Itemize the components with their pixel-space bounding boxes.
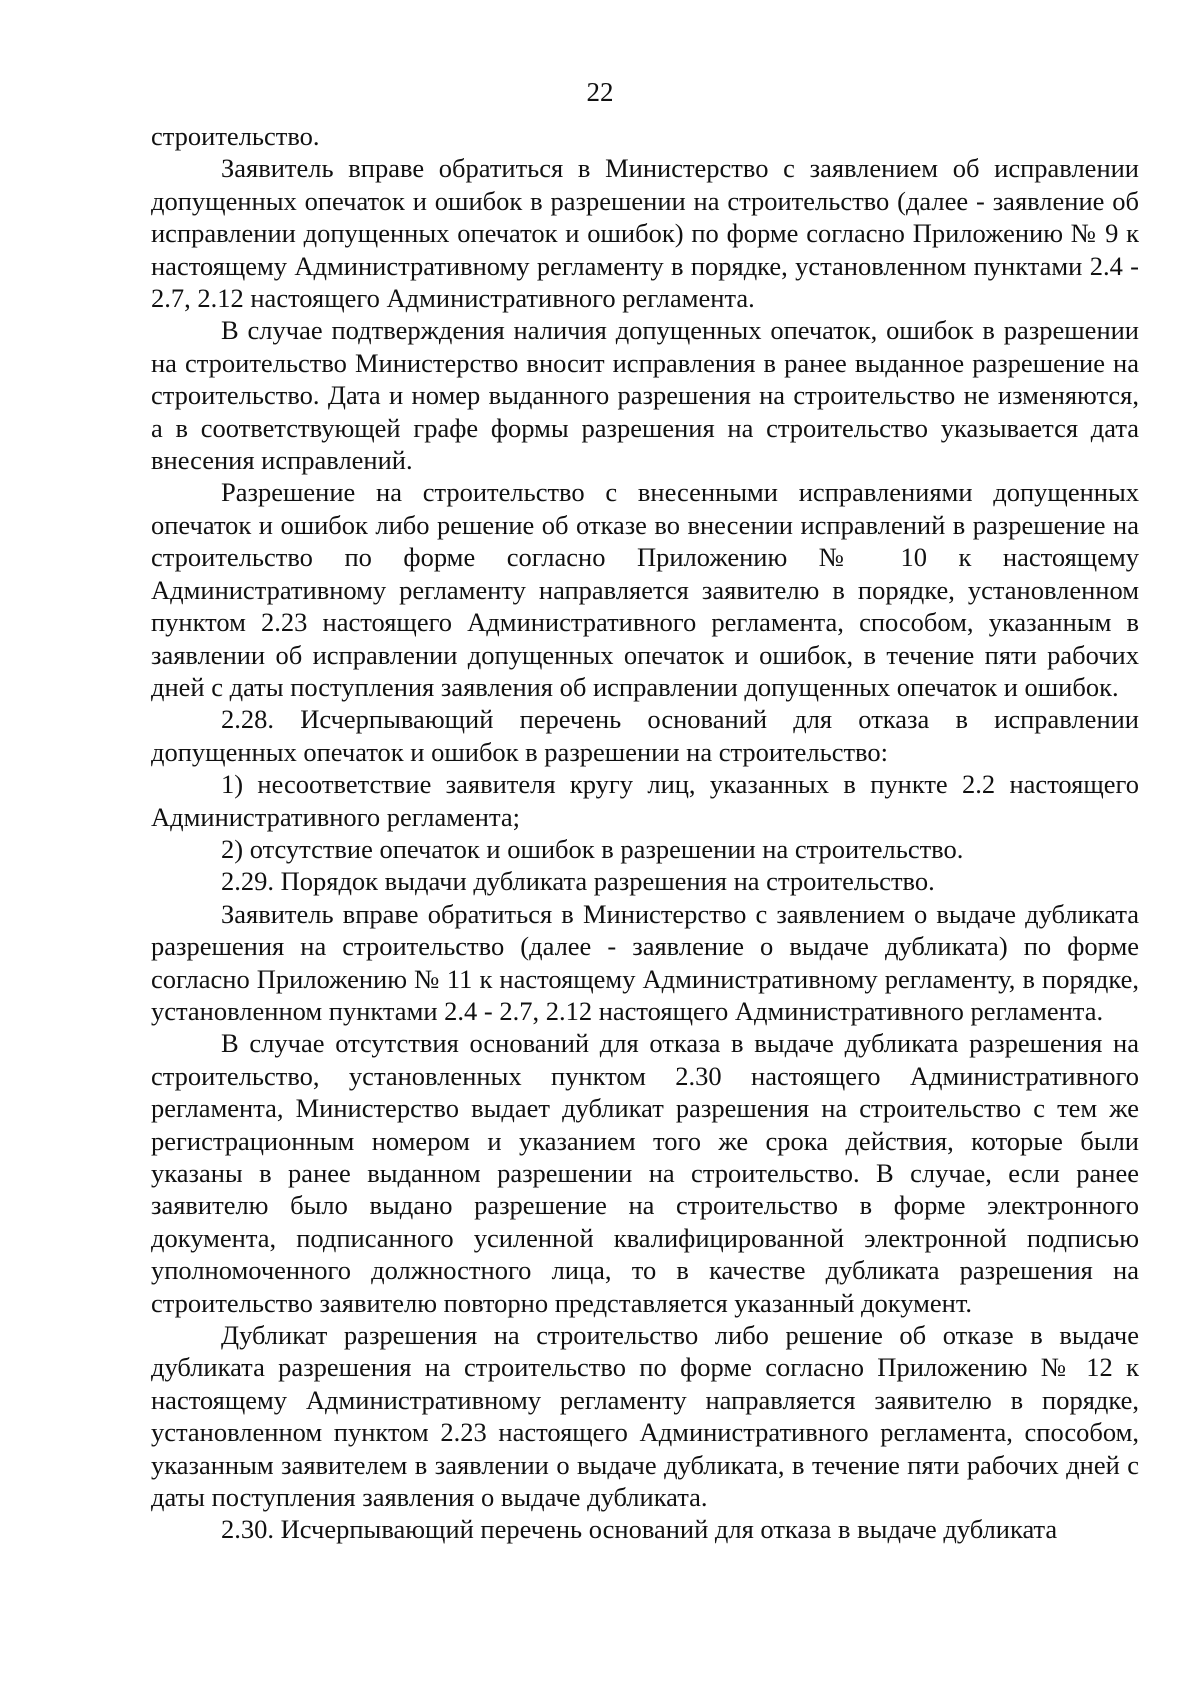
paragraph-section-2-29: 2.29. Порядок выдачи дубликата разрешения на строительство.: [221, 866, 935, 897]
paragraph-correction-confirmation: В случае подтверждения наличия допущенных опечаток, ошибок в разрешении на строительство Министерство вносит исправления в ранее выданное разрешение на строительство. Дата и номер выданного разрешения на строительство не изменяются, а в соответствующей графе формы разрешения на строительство указывается дата внесения исправлений.: [151, 315, 1139, 476]
paragraph-duplicate-issuance: В случае отсутствия оснований для отказа в выдаче дубликата разрешения на строительство, установленных пунктом 2.30 настоящего Административного регламента, Министерство выдает дубликат разрешения на строительство с тем же регистрационным номером и указанием того же срока действия, которые были указаны в ранее выданном разрешении на строительство. В случае, если ранее заявителю было выдано разрешение на строительство в форме электронного документа, подписанного усиленной квалифицированной электронной подписью уполномоченного должностного лица, то в качестве дубликата разрешения на строительство заявителю повторно представляется указанный документ.: [151, 1028, 1139, 1318]
paragraph-continuation: строительство.: [151, 121, 320, 151]
paragraph-correction-request: Заявитель вправе обратиться в Министерство с заявлением об исправлении допущенных опечаток и ошибок в разрешении на строительство (далее - заявление об исправлении допущенных опечаток и ошибок) по форме согласно Приложению № 9 к настоящему Административному регламенту в порядке, установленном пунктами 2.4 - 2.7, 2.12 настоящего Административного регламента.: [151, 153, 1139, 314]
paragraph-duplicate-delivery: Дубликат разрешения на строительство либо решение об отказе в выдаче дубликата разрешения на строительство по форме согласно Приложению № 12 к настоящему Административному регламенту направляется заявителю в порядке, установленном пунктом 2.23 настоящего Административного регламента, способом, указанным заявителем в заявлении о выдаче дубликата, в течение пяти рабочих дней с даты поступления заявления о выдаче дубликата.: [151, 1320, 1139, 1513]
list-item-2: 2) отсутствие опечаток и ошибок в разрешении на строительство.: [221, 833, 964, 864]
document-body: [151, 120, 1139, 1546]
paragraph-section-2-30: 2.30. Исчерпывающий перечень оснований для отказа в выдаче дубликата: [221, 1514, 1058, 1545]
page-number: 22: [586, 77, 614, 107]
list-item-1: 1) несоответствие заявителя кругу лиц, указанных в пункте 2.2 настоящего Административного регламента;: [151, 769, 1139, 832]
paragraph-corrected-permit-delivery: Разрешение на строительство с внесенными исправлениями допущенных опечаток и ошибок либо решение об отказе во внесении исправлений в разрешение на строительство по форме согласно Приложению № 10 к настоящему Административному регламенту направляется заявителю в порядке, установленном пунктом 2.23 настоящего Административного регламента, способом, указанным в заявлении об исправлении допущенных опечаток и ошибок, в течение пяти рабочих дней с даты поступления заявления об исправлении допущенных опечаток и ошибок.: [151, 477, 1139, 702]
paragraph-section-2-28: 2.28. Исчерпывающий перечень оснований для отказа в исправлении допущенных опечаток и ошибок в разрешении на строительство:: [151, 704, 1139, 767]
paragraph-duplicate-request: Заявитель вправе обратиться в Министерство с заявлением о выдаче дубликата разрешения на строительство (далее - заявление о выдаче дубликата) по форме согласно Приложению № 11 к настоящему Административному регламенту, в порядке, установленном пунктами 2.4 - 2.7, 2.12 настоящего Административного регламента.: [151, 898, 1139, 1026]
